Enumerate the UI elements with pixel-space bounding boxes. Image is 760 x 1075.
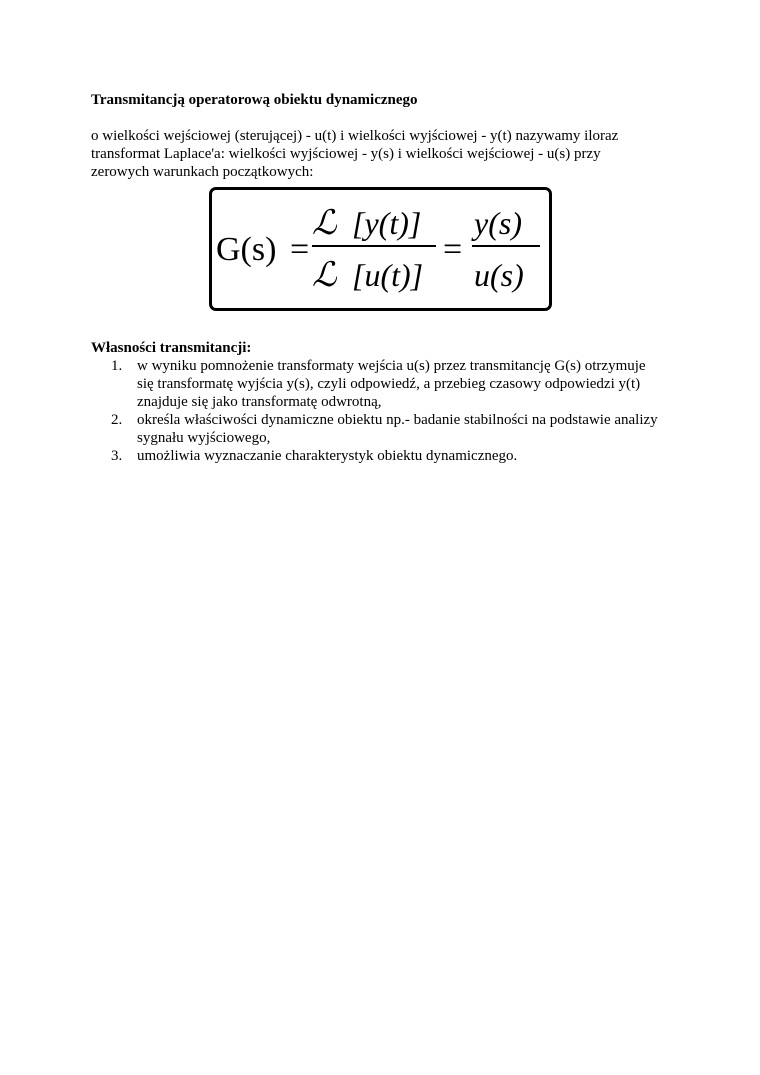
formula-graphic bbox=[212, 190, 549, 308]
laplace-symbol-numerator: ℒ bbox=[312, 203, 337, 243]
intro-line: transformat Laplace'a: wielkości wyjściowej - y(s) i wielkości wejściowej - u(s) przy bbox=[91, 146, 601, 162]
list-item-line: określa właściwości dynamiczne obiektu np.- badanie stabilności na podstawie analizy bbox=[137, 412, 658, 428]
properties-list bbox=[91, 357, 691, 465]
formula-equals: = bbox=[290, 231, 310, 268]
transfer-function-formula bbox=[209, 187, 552, 311]
laplace-symbol-denominator: ℒ bbox=[312, 255, 337, 295]
formula-denominator: [u(t)] bbox=[352, 257, 424, 293]
list-item bbox=[91, 411, 691, 447]
list-item-line: sygnału wyjściowego, bbox=[137, 430, 271, 446]
list-item-line: w wyniku pomnożenie transformaty wejścia u(s) przez transmitancję G(s) otrzymuje bbox=[137, 358, 646, 374]
list-item-number: 1. bbox=[111, 358, 123, 374]
formula-rhs-denominator: u(s) bbox=[474, 257, 524, 293]
list-item-number: 3. bbox=[111, 448, 123, 464]
intro-line: o wielkości wejściowej (sterującej) - u(t) i wielkości wyjściowej - y(t) nazywamy iloraz bbox=[91, 128, 619, 144]
intro-paragraph bbox=[91, 127, 691, 181]
formula-lhs: G(s) bbox=[216, 231, 277, 268]
list-item bbox=[91, 447, 691, 465]
formula-numerator: [y(t)] bbox=[352, 205, 422, 241]
formula-equals-2: = bbox=[443, 231, 463, 268]
list-item bbox=[91, 357, 691, 411]
list-item-line: się transformatę wyjścia y(s), czyli odpowiedź, a przebieg czasowy odpowiedzi y(t) bbox=[137, 376, 641, 392]
intro-line: zerowych warunkach początkowych: bbox=[91, 164, 314, 180]
document-heading: Transmitancją operatorową obiektu dynamicznego bbox=[91, 92, 418, 108]
list-item-line: umożliwia wyznaczanie charakterystyk obiektu dynamicznego. bbox=[137, 448, 518, 464]
formula-rhs-numerator: y(s) bbox=[474, 205, 522, 241]
list-item-line: znajduje się jako transformatę odwrotną, bbox=[137, 394, 382, 410]
list-item-number: 2. bbox=[111, 412, 123, 428]
properties-heading: Własności transmitancji: bbox=[91, 340, 252, 356]
